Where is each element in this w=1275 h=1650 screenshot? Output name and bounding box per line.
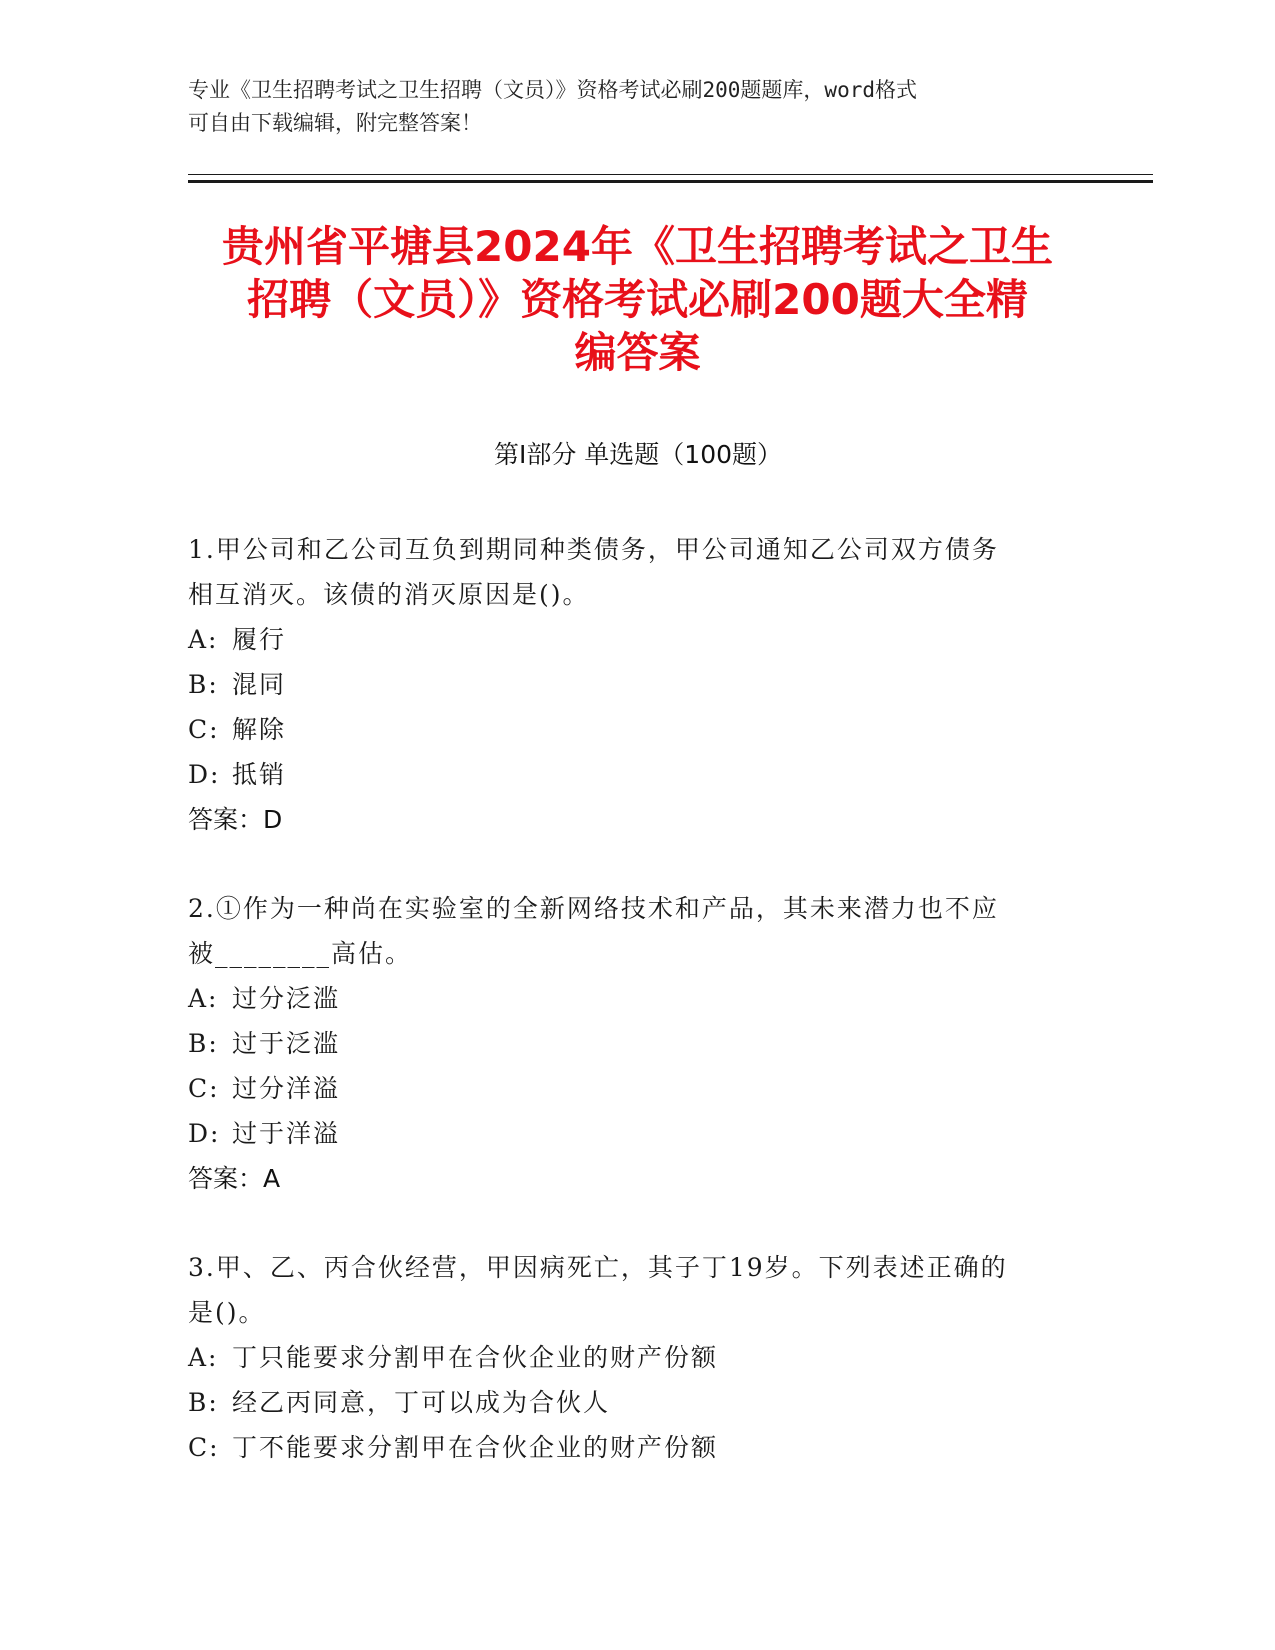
option-b	[188, 1380, 1098, 1425]
option-letter: B:	[188, 1388, 219, 1417]
option-letter: D:	[188, 760, 221, 789]
option-d	[188, 1111, 1098, 1156]
title-line-1: 贵州省平塘县2024年《卫生招聘考试之卫生	[222, 222, 1053, 271]
title-line-3: 编答案	[574, 328, 701, 377]
option-text: 经乙丙同意，丁可以成为合伙人	[232, 1388, 611, 1417]
question-stem-cont: 被________高估。	[188, 939, 413, 968]
question-3	[188, 1245, 1098, 1470]
header-line-1: 专业《卫生招聘考试之卫生招聘（文员）》资格考试必刷200题题库，word格式	[188, 78, 917, 102]
option-text: 过分洋溢	[232, 1074, 341, 1103]
option-c	[188, 1066, 1098, 1111]
section-title: 第Ⅰ部分 单选题（100题）	[493, 440, 783, 469]
option-c	[188, 1425, 1098, 1470]
option-letter: C:	[188, 1433, 220, 1462]
option-text: 丁不能要求分割甲在合伙企业的财产份额	[232, 1433, 719, 1462]
option-a	[188, 976, 1098, 1021]
option-letter: A:	[188, 1343, 219, 1372]
option-b	[188, 662, 1098, 707]
option-text: 丁只能要求分割甲在合伙企业的财产份额	[232, 1343, 719, 1372]
title-line-2: 招聘（文员）》资格考试必刷200题大全精	[247, 275, 1028, 324]
option-b	[188, 1021, 1098, 1066]
header-divider-thin	[188, 174, 1153, 175]
question-answer: 答案：A	[188, 1164, 281, 1193]
header-divider-thick	[188, 180, 1153, 183]
option-letter: B:	[188, 670, 219, 699]
option-text: 过于洋溢	[232, 1119, 341, 1148]
option-letter: A:	[188, 625, 219, 654]
header-line-2: 可自由下载编辑，附完整答案！	[188, 111, 482, 135]
option-d	[188, 752, 1098, 797]
option-letter: C:	[188, 1074, 220, 1103]
question-list	[188, 527, 1098, 1514]
document-header	[188, 74, 1088, 140]
option-c	[188, 707, 1098, 752]
option-text: 过分泛滥	[232, 984, 341, 1013]
option-text: 抵销	[232, 760, 287, 789]
option-text: 过于泛滥	[232, 1029, 341, 1058]
option-a	[188, 1335, 1098, 1380]
option-a	[188, 617, 1098, 662]
question-2	[188, 886, 1098, 1201]
option-letter: C:	[188, 715, 220, 744]
question-stem-cont: 相互消灭。该债的消灭原因是()。	[188, 580, 590, 609]
question-stem-cont: 是()。	[188, 1298, 266, 1327]
question-stem: 1.甲公司和乙公司互负到期同种类债务，甲公司通知乙公司双方债务	[188, 535, 999, 564]
question-answer: 答案：D	[188, 805, 283, 834]
option-letter: D:	[188, 1119, 221, 1148]
question-stem: 3.甲、乙、丙合伙经营，甲因病死亡，其子丁19岁。下列表述正确的	[188, 1253, 1008, 1282]
option-letter: B:	[188, 1029, 219, 1058]
question-stem: 2.①作为一种尚在实验室的全新网络技术和产品，其未来潜力也不应	[188, 894, 999, 923]
question-1	[188, 527, 1098, 842]
option-text: 解除	[232, 715, 287, 744]
option-letter: A:	[188, 984, 219, 1013]
option-text: 履行	[232, 625, 287, 654]
option-text: 混同	[232, 670, 287, 699]
document-title	[150, 220, 1125, 379]
